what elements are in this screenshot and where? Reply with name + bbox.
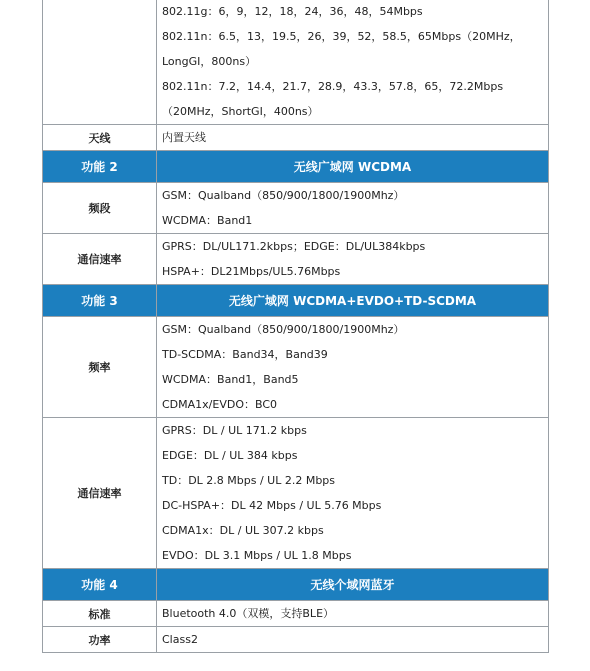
section-title: 无线广域网 WCDMA bbox=[157, 151, 549, 183]
spec-row-wifi-rates bbox=[43, 0, 549, 125]
value-line: 802.11n：6.5，13，19.5，26，39，52，58.5，65Mbps（20MHz，LongGI，800ns） bbox=[162, 30, 521, 68]
row-label bbox=[43, 0, 157, 125]
spec-row-antenna bbox=[43, 125, 549, 151]
value-line: WCDMA：Band1，Band5 bbox=[162, 373, 299, 386]
row-label: 通信速率 bbox=[43, 418, 157, 569]
value-line: GSM：Qualband（850/900/1800/1900Mhz） bbox=[162, 323, 405, 336]
section-header-function-4 bbox=[43, 569, 549, 601]
section-title: 无线广域网 WCDMA+EVDO+TD-SCDMA bbox=[157, 285, 549, 317]
spec-row-data-rate bbox=[43, 418, 549, 569]
row-value bbox=[157, 317, 549, 418]
section-header-function-3 bbox=[43, 285, 549, 317]
value-line: CDMA1x：DL / UL 307.2 kbps bbox=[162, 524, 324, 537]
value-line: HSPA+：DL21Mbps/UL5.76Mbps bbox=[162, 265, 341, 278]
spec-row-standard bbox=[43, 601, 549, 627]
value-line: GSM：Qualband（850/900/1800/1900Mhz） bbox=[162, 189, 405, 202]
row-value bbox=[157, 0, 549, 125]
section-label: 功能 4 bbox=[43, 569, 157, 601]
value-line: GPRS：DL / UL 171.2 kbps bbox=[162, 424, 307, 437]
row-label: 频段 bbox=[43, 183, 157, 234]
row-value bbox=[157, 234, 549, 285]
section-label: 功能 3 bbox=[43, 285, 157, 317]
value-line: DC-HSPA+：DL 42 Mbps / UL 5.76 Mbps bbox=[162, 499, 382, 512]
spec-table bbox=[42, 0, 549, 653]
value-line: 内置天线 bbox=[162, 131, 206, 144]
value-line: WCDMA：Band1 bbox=[162, 214, 253, 227]
value-line: 802.11g：6，9，12，18，24，36，48，54Mbps bbox=[162, 5, 423, 18]
value-line: EVDO：DL 3.1 Mbps / UL 1.8 Mbps bbox=[162, 549, 352, 562]
spec-row-band bbox=[43, 183, 549, 234]
value-line: TD：DL 2.8 Mbps / UL 2.2 Mbps bbox=[162, 474, 336, 487]
value-line: GPRS：DL/UL171.2kbps；EDGE：DL/UL384kbps bbox=[162, 240, 426, 253]
row-value bbox=[157, 418, 549, 569]
row-label: 天线 bbox=[43, 125, 157, 151]
value-line: Class2 bbox=[162, 633, 198, 646]
section-title: 无线个域网蓝牙 bbox=[157, 569, 549, 601]
value-line: TD-SCDMA：Band34，Band39 bbox=[162, 348, 328, 361]
row-value bbox=[157, 183, 549, 234]
row-label: 频率 bbox=[43, 317, 157, 418]
value-line: EDGE：DL / UL 384 kbps bbox=[162, 449, 298, 462]
value-line: 802.11n：7.2，14.4，21.7，28.9，43.3，57.8，65，72.2Mbps（20MHz，ShortGI，400ns） bbox=[162, 80, 504, 118]
spec-row-data-rate bbox=[43, 234, 549, 285]
value-line: Bluetooth 4.0（双模，支持BLE） bbox=[162, 607, 335, 620]
value-line: CDMA1x/EVDO：BC0 bbox=[162, 398, 278, 411]
row-value bbox=[157, 601, 549, 627]
row-label: 通信速率 bbox=[43, 234, 157, 285]
spec-row-frequency bbox=[43, 317, 549, 418]
row-label: 标准 bbox=[43, 601, 157, 627]
section-header-function-2 bbox=[43, 151, 549, 183]
spec-row-power bbox=[43, 627, 549, 653]
section-label: 功能 2 bbox=[43, 151, 157, 183]
row-value bbox=[157, 627, 549, 653]
row-label: 功率 bbox=[43, 627, 157, 653]
row-value bbox=[157, 125, 549, 151]
